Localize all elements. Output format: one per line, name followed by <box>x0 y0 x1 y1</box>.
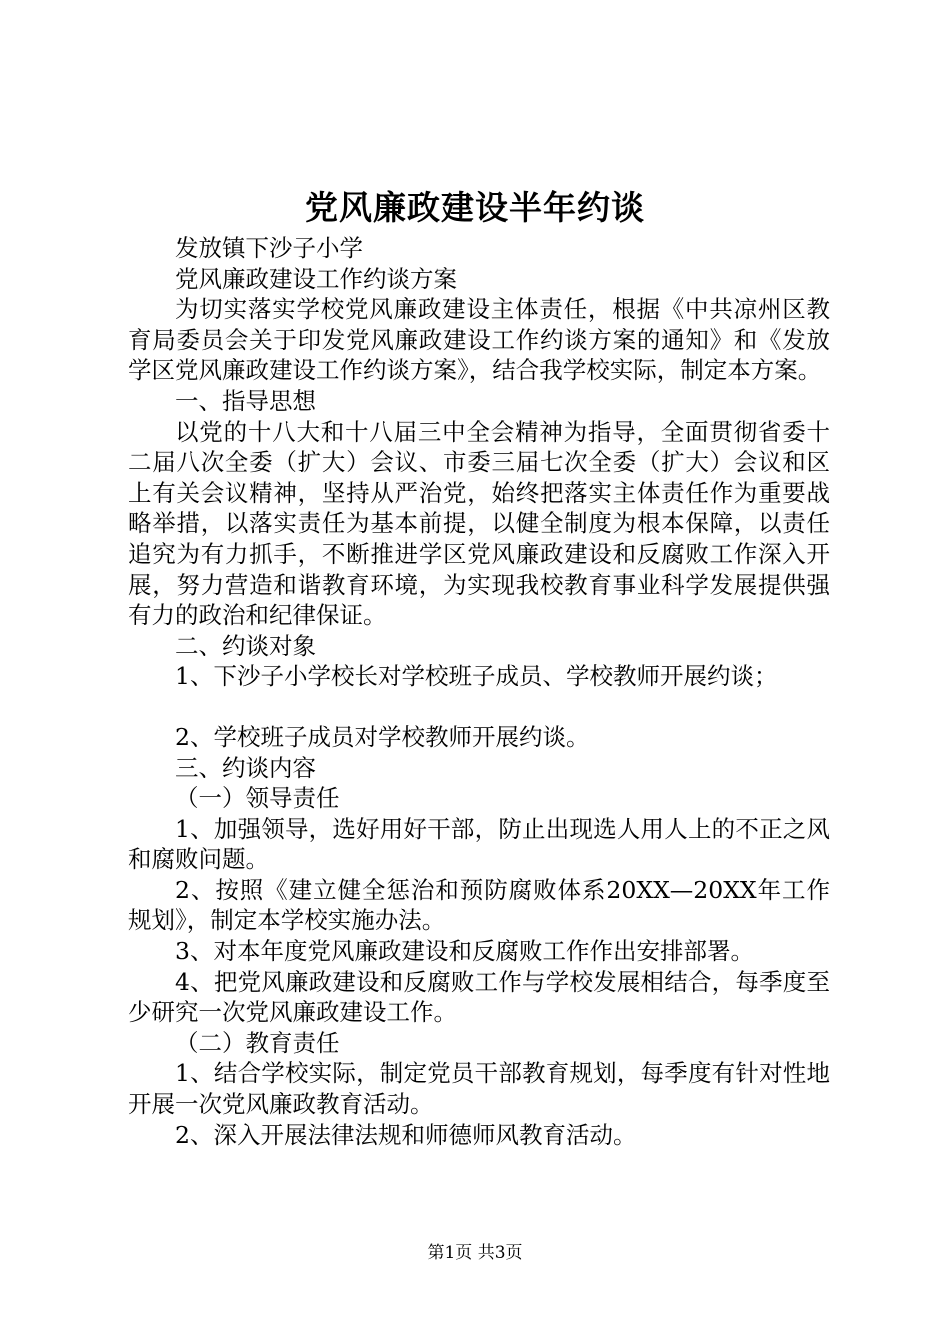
section-heading-content: 三、约谈内容 <box>175 753 316 782</box>
leadership-item-3: 3、对本年度党风廉政建设和反腐败工作作出安排部署。 <box>175 937 754 966</box>
leadership-item-4: 4、把党风廉政建设和反腐败工作与学校发展相结合，每季度至少研究一次党风廉政建设工作。 <box>128 967 830 1027</box>
subsection-heading-education: （二）教育责任 <box>175 1028 340 1057</box>
section-heading-guiding-thought: 一、指导思想 <box>175 386 316 415</box>
section-heading-targets: 二、约谈对象 <box>175 631 316 660</box>
leadership-item-1: 1、加强领导，选好用好干部，防止出现选人用人上的不正之风和腐败问题。 <box>128 814 830 874</box>
education-item-2: 2、深入开展法律法规和师德师风教育活动。 <box>175 1120 637 1149</box>
target-item-1: 1、下沙子小学校长对学校班子成员、学校教师开展约谈； <box>175 662 778 691</box>
subsection-heading-leadership: （一）领导责任 <box>175 784 340 813</box>
intro-paragraph: 为切实落实学校党风廉政建设主体责任，根据《中共凉州区教育局委员会关于印发党风廉政建设工作约谈方案的通知》和《发放学区党风廉政建设工作约谈方案》，结合我学校实际，制定本方案。 <box>128 295 830 385</box>
leadership-item-2: 2、按照《建立健全惩治和预防腐败体系20XX—20XX年工作规划》，制定本学校实施办法。 <box>128 875 830 935</box>
plan-title-line: 党风廉政建设工作约谈方案 <box>175 264 457 293</box>
page-number-footer: 第1页 共3页 <box>427 1243 523 1263</box>
guiding-thought-paragraph: 以党的十八大和十八届三中全会精神为指导，全面贯彻省委十二届八次全委（扩大）会议、市委三届七次全委（扩大）会议和区上有关会议精神，坚持从严治党，始终把落实主体责任作为重要战略举措，以落实责任为基本前提，以健全制度为根本保障，以责任追究为有力抓手，不断推进学区党风廉政建设和反腐败工作深入开展，努力营造和谐教育环境，为实现我校教育事业科学发展提供强有力的政治和纪律保证。 <box>128 417 830 630</box>
document-body <box>128 233 830 1150</box>
education-item-1: 1、结合学校实际，制定党员干部教育规划，每季度有针对性地开展一次党风廉政教育活动。 <box>128 1059 830 1119</box>
school-name-line: 发放镇下沙子小学 <box>175 234 363 262</box>
blank-line <box>128 692 830 722</box>
target-item-2: 2、学校班子成员对学校教师开展约谈。 <box>175 722 590 751</box>
document-title: 党风廉政建设半年约谈 <box>305 188 645 227</box>
